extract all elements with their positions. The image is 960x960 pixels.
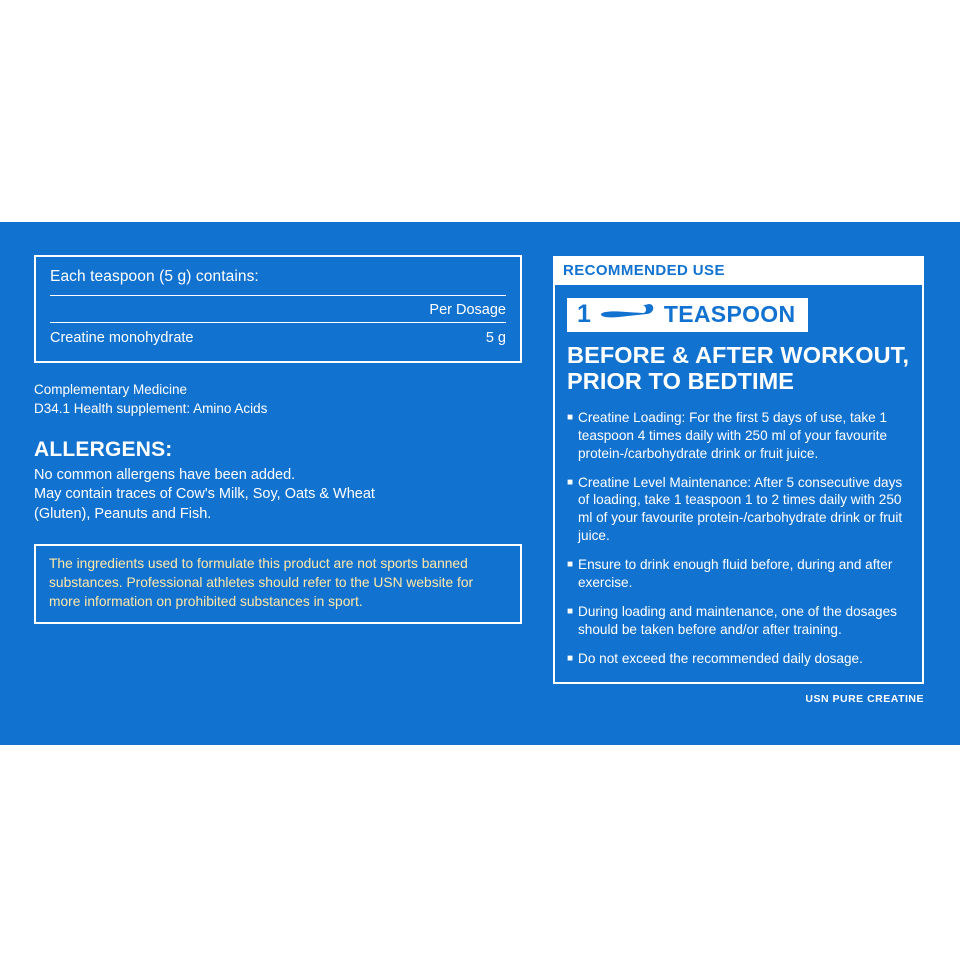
bullet-square-icon: ■ <box>567 559 574 571</box>
list-item <box>567 409 910 463</box>
nutrient-name: Creatine monohydrate <box>50 330 194 346</box>
dose-unit: TEASPOON <box>663 301 796 327</box>
list-item-text: Creatine Level Maintenance: After 5 consecutive days of loading, take 1 teaspoon 1 to 2 times daily with 250 ml of your favourite protein-/carbohydrate drink or fruit juice. <box>578 474 903 544</box>
usage-bullet-list <box>567 409 910 668</box>
banned-substances-notice-text: The ingredients used to formulate this product are not sports banned substances. Professional athletes should refer to the USN website for more information on prohibited substances in sport. <box>49 556 474 609</box>
list-item <box>567 603 910 639</box>
allergens-line-3: (Gluten), Peanuts and Fish. <box>34 505 212 522</box>
bullet-square-icon: ■ <box>567 411 574 423</box>
bullet-square-icon: ■ <box>567 606 574 618</box>
list-item <box>567 474 910 546</box>
timing-line-2: PRIOR TO BEDTIME <box>567 367 795 394</box>
dose-chip <box>567 298 808 332</box>
list-item-text: Ensure to drink enough fluid before, during and after exercise. <box>578 557 893 591</box>
recommended-use-body <box>553 285 924 684</box>
dose-number: 1 <box>577 300 591 328</box>
classification-line-2: D34.1 Health supplement: Amino Acids <box>34 400 268 416</box>
allergens-line-1: No common allergens have been added. <box>34 466 296 483</box>
spoon-icon <box>599 302 655 327</box>
list-item-text: Do not exceed the recommended daily dosage. <box>578 651 863 666</box>
timing-line-1: BEFORE & AFTER WORKOUT, <box>567 342 910 368</box>
timing-heading <box>567 343 910 395</box>
list-item <box>567 650 910 668</box>
recommended-use-header: RECOMMENDED USE <box>553 256 924 285</box>
classification-block <box>34 381 522 419</box>
list-item-text: Creatine Loading: For the first 5 days of use, take 1 teaspoon 4 times daily with 250 ml of your favourite protein-/carbohydrate drink or fruit juice. <box>578 409 888 461</box>
classification-line-1: Complementary Medicine <box>34 382 188 397</box>
allergens-body <box>34 466 522 524</box>
nutrition-row <box>50 323 506 351</box>
bullet-square-icon: ■ <box>567 476 574 488</box>
allergens-line-2: May contain traces of Cow's Milk, Soy, Oats & Wheat <box>34 486 375 503</box>
nutrition-panel-title: Each teaspoon (5 g) contains: <box>50 265 506 296</box>
per-dosage-header: Per Dosage <box>429 302 506 318</box>
nutrient-amount: 5 g <box>485 330 506 346</box>
nutrition-column-header-row <box>50 296 506 323</box>
allergens-heading: ALLERGENS: <box>34 437 173 461</box>
bullet-square-icon: ■ <box>567 653 574 664</box>
list-item-text: During loading and maintenance, one of the dosages should be taken before and/or after training. <box>578 604 897 638</box>
banned-substances-notice <box>34 544 522 624</box>
list-item <box>567 556 910 592</box>
nutrition-facts-panel <box>34 255 522 363</box>
left-column <box>34 255 522 624</box>
product-name-footer: USN PURE CREATINE <box>805 693 924 705</box>
right-column <box>553 256 924 684</box>
